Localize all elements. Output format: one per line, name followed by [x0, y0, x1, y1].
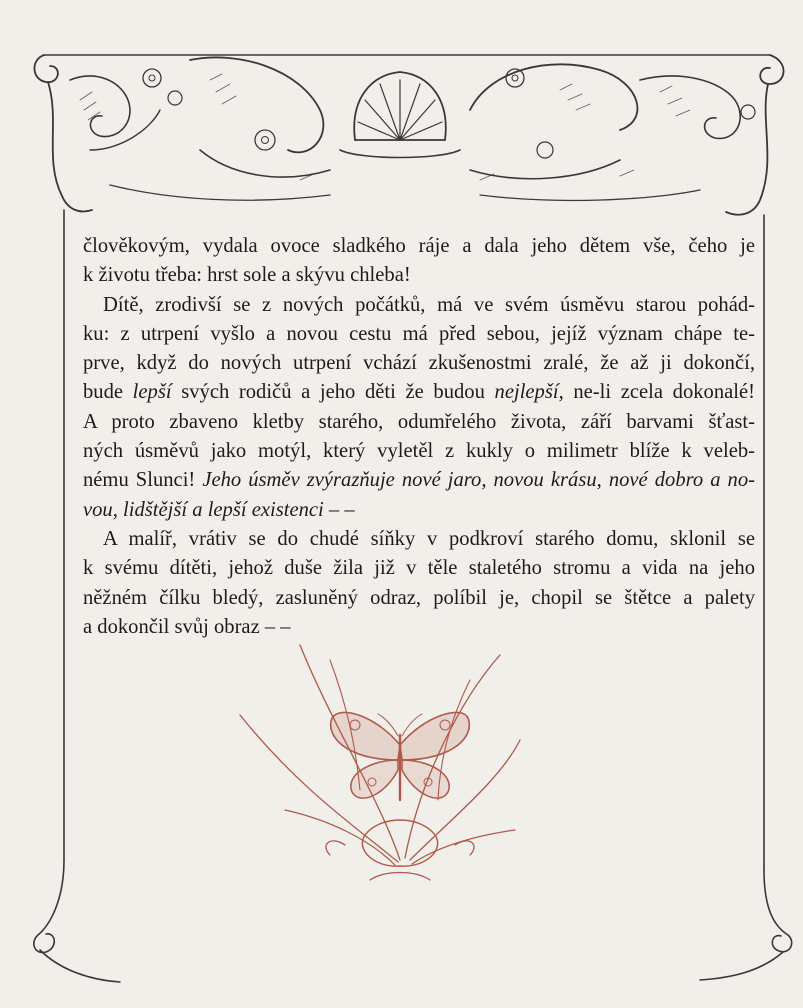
text-line: [83, 320, 755, 349]
text-run: A malíř, vrátiv se do chudé síňky v podkroví starého domu, sklonil se: [103, 527, 755, 550]
text-line: [83, 525, 755, 554]
paragraph: [83, 232, 755, 291]
italic-text: lepší: [132, 381, 172, 404]
text-run: svých rodičů a jeho děti že budou: [171, 381, 495, 404]
text-line: [83, 496, 755, 525]
text-run: , ne-li zcela dokonalé!: [558, 381, 755, 404]
text-run: k životu třeba: hrst sole a skývu chleba!: [83, 264, 411, 287]
italic-text: vou, lidštější a lepší existenci: [83, 498, 324, 521]
text-run: A proto zbaveno kletby starého, odumřelého života, září barvami šťast-: [83, 410, 755, 433]
body-text: [83, 232, 755, 642]
text-line: [83, 408, 755, 437]
text-line: [83, 437, 755, 466]
text-line: [83, 349, 755, 378]
paragraph: [83, 291, 755, 525]
text-run: prve, když do nových utrpení vchází zkušenostmi zralé, že až ji dokončí,: [83, 352, 755, 375]
text-line: [83, 613, 755, 642]
text-run: něžném čílku bledý, zasluněný odraz, políbil je, chopil se štětce a palety: [83, 586, 755, 609]
text-line: [83, 232, 755, 261]
text-run: bude: [83, 381, 133, 404]
text-line: [83, 261, 755, 290]
text-run: – –: [323, 498, 355, 521]
text-run: ných úsměvů jako motýl, který vyletěl z kukly o milimetr blíže k veleb-: [83, 440, 755, 463]
italic-text: Jeho úsměv zvýrazňuje nové jaro, novou krásu, nové dobro a no-: [202, 469, 755, 492]
text-line: [83, 378, 755, 407]
text-run: nému Slunci!: [83, 469, 203, 492]
text-run: a dokončil svůj obraz – –: [83, 615, 291, 638]
butterfly-vignette-icon: [240, 645, 520, 880]
italic-text: nejlepší: [494, 381, 559, 404]
paragraph: [83, 525, 755, 642]
text-run: k svému dítěti, jehož duše žila již v těle staletého stromu a vida na jeho: [83, 557, 755, 580]
text-run: ku: z utrpení vyšlo a novou cestu má před sebou, jejíž význam chápe te-: [83, 322, 755, 345]
text-line: [83, 554, 755, 583]
text-run: Dítě, zrodivší se z nových počátků, má ve svém úsměvu starou pohád-: [103, 293, 755, 316]
text-line: [83, 584, 755, 613]
header-ornament-icon: [34, 55, 783, 215]
text-run: člověkovým, vydala ovoce sladkého ráje a dala jeho dětem vše, čeho je: [83, 235, 755, 257]
text-line: [83, 291, 755, 320]
text-line: [83, 466, 755, 495]
